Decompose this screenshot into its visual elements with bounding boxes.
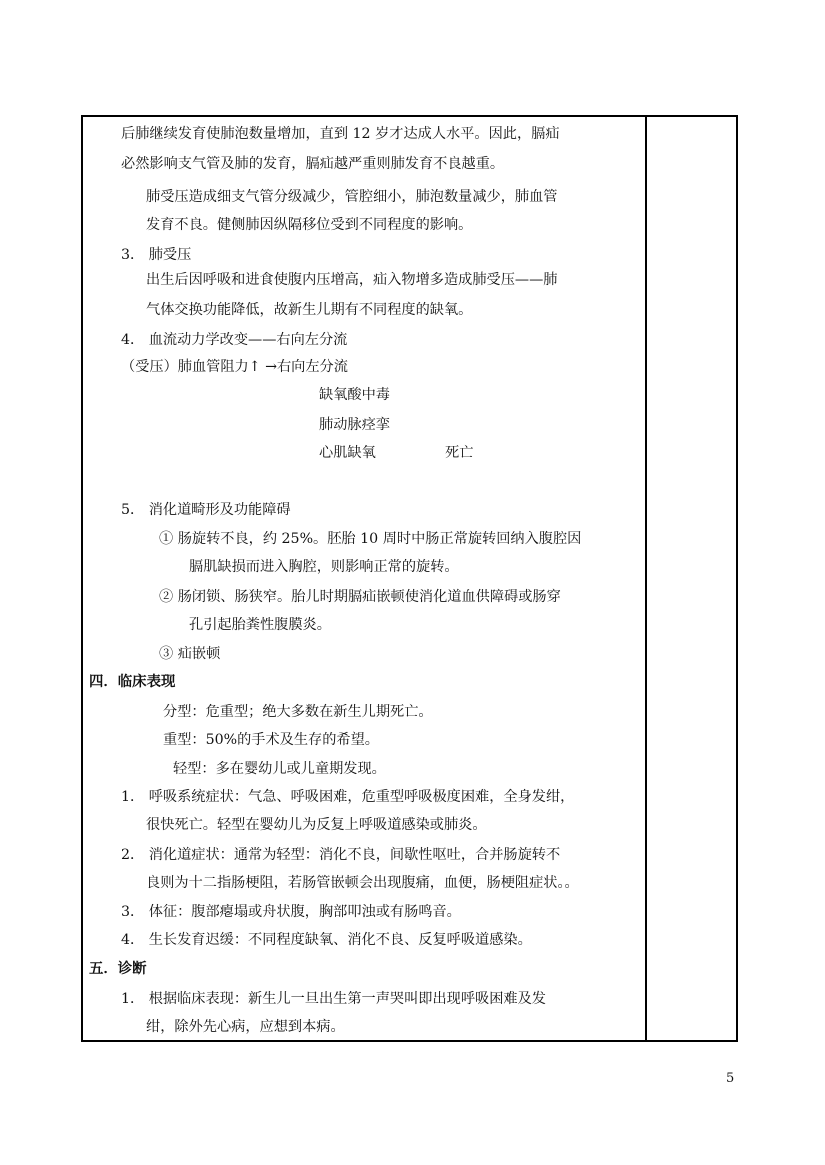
text-line: 2． 消化道症状：通常为轻型：消化不良，间歇性呕吐，合并肠旋转不 [121,847,561,863]
text-line: 重型：50%的手术及生存的希望。 [163,732,379,748]
text-line: 5． 消化道畸形及功能障碍 [121,502,291,518]
text-line: 缺氧酸中毒 [319,387,390,403]
text-line: 轻型：多在婴幼儿或儿童期发现。 [173,761,386,777]
text-line: 发育不良。健侧肺因纵隔移位受到不同程度的影响。 [146,217,473,233]
text-line: ② 肠闭锁、肠狭窄。胎儿时期膈疝嵌顿使消化道血供障碍或肠穿 [159,589,561,605]
text-line: （受压）肺血管阻力↑ →右向左分流 [121,359,348,375]
text-line: ③ 疝嵌顿 [159,646,221,662]
text-line: 后肺继续发育使肺泡数量增加，直到 12 岁才达成人水平。因此，膈疝 [121,126,560,142]
text-line: 3． 体征：腹部瘪塌或舟状腹，胸部叩浊或有肠鸣音。 [121,904,461,920]
text-line: 1． 根据临床表现：新生儿一旦出生第一声哭叫即出现呼吸困难及发 [121,991,546,1007]
text-line: 绀，除外先心病，应想到本病。 [146,1019,345,1035]
text-line: 出生后因呼吸和进食使腹内压增高，疝入物增多造成肺受压——肺 [146,272,558,288]
text-line: 4． 血流动力学改变——右向左分流 [121,332,348,348]
text-line: 膈肌缺损而进入胸腔，则影响正常的旋转。 [189,559,459,575]
text-line: 气体交换功能降低，故新生儿期有不同程度的缺氧。 [146,302,473,318]
text-line: 肺受压造成细支气管分级减少，管腔细小，肺泡数量减少，肺血管 [146,189,558,205]
text-line: 分型：危重型；绝大多数在新生儿期死亡。 [163,704,433,720]
text-line: 孔引起胎粪性腹膜炎。 [189,617,331,633]
text-line: ① 肠旋转不良，约 25%。胚胎 10 周时中肠正常旋转回纳入腹腔因 [159,531,582,547]
text-line: 很快死亡。轻型在婴幼儿为反复上呼吸道感染或肺炎。 [146,817,487,833]
content-table [81,115,738,1042]
page-number: 5 [726,1071,735,1086]
section-heading: 四．临床表现 [89,674,176,690]
text-line: 死亡 [445,445,474,461]
text-line: 心肌缺氧 [319,445,376,461]
text-line: 1． 呼吸系统症状：气急、呼吸困难，危重型呼吸极度困难，全身发绀， [121,789,575,805]
text-line: 必然影响支气管及肺的发育，膈疝越严重则肺发育不良越重。 [121,156,505,172]
section-heading: 五．诊断 [89,961,147,977]
table-column-divider [645,117,647,1040]
text-line: 3． 肺受压 [121,247,192,263]
text-line: 肺动脉痉挛 [319,417,390,433]
text-line: 4． 生长发育迟缓：不同程度缺氧、消化不良、反复呼吸道感染。 [121,932,532,948]
text-line: 良则为十二指肠梗阻，若肠管嵌顿会出现腹痛，血便，肠梗阻症状。。 [146,875,579,891]
